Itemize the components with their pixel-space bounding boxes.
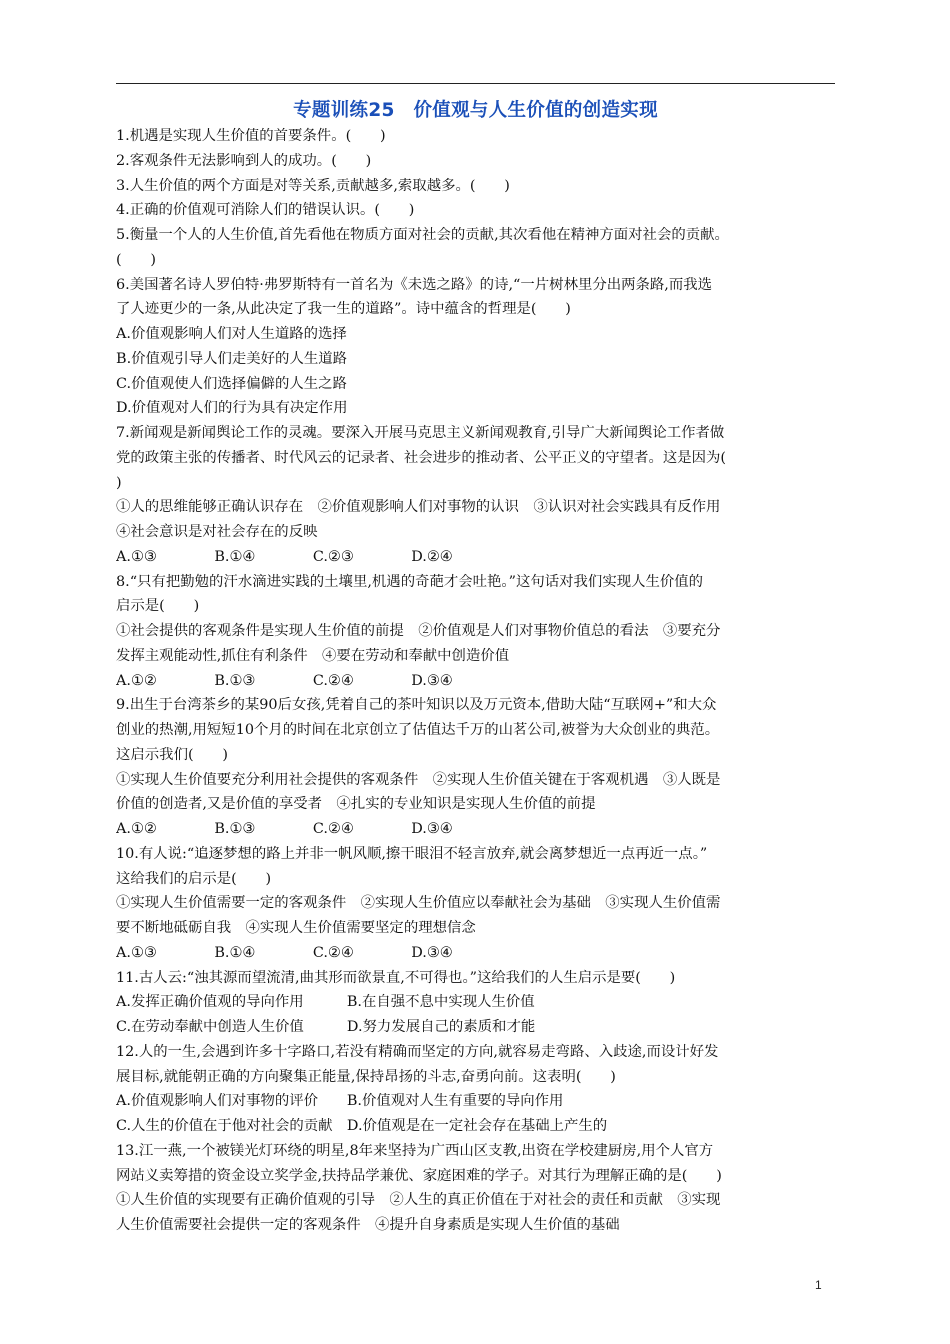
text-line: C.在劳动奉献中创造人生价值 D.努力发展自己的素质和才能 (116, 1019, 536, 1035)
text-line: 7.新闻观是新闻舆论工作的灵魂。要深入开展马克思主义新闻观教育,引导广大新闻舆论工作者做 (116, 425, 725, 441)
text-line: A.发挥正确价值观的导向作用 B.在自强不息中实现人生价值 (116, 994, 535, 1011)
text-line: 11.古人云:“浊其源而望流清,曲其形而欲景直,不可得也。”这给我们的人生启示是要( ) (116, 969, 676, 986)
header-rule (116, 83, 835, 84)
text-line: 网站义卖筹措的资金设立奖学金,扶持品学兼优、家庭困难的学子。对其行为理解正确的是( ) (116, 1167, 722, 1184)
text-line: 人生价值需要社会提供一定的客观条件 ④提升自身素质是实现人生价值的基础 (116, 1217, 620, 1233)
text-line: 2.客观条件无法影响到人的成功。( ) (116, 152, 372, 169)
text-line: 这启示我们( ) (116, 746, 228, 763)
page-number: 1 (815, 1278, 822, 1292)
text-line: ①人的思维能够正确认识存在 ②价值观影响人们对事物的认识 ③认识对社会实践具有反作用 (116, 499, 721, 516)
text-line: A.价值观影响人们对事物的评价 B.价值观对人生有重要的导向作用 (116, 1093, 564, 1110)
text-line: 发挥主观能动性,抓住有利条件 ④要在劳动和奉献中创造价值 (116, 647, 510, 664)
text-line: 8.“只有把勤勉的汗水滴进实践的土壤里,机遇的奇葩才会吐艳。”这句话对我们实现人生价值的 (116, 573, 704, 590)
page-title: 专题训练25 价值观与人生价值的创造实现 (293, 100, 658, 121)
text-line: 4.正确的价值观可消除人们的错误认识。( ) (116, 202, 415, 219)
text-line: ①人生价值的实现要有正确价值观的引导 ②人生的真正价值在于对社会的责任和贡献 ③实现 (116, 1192, 721, 1209)
text-line: A.价值观影响人们对人生道路的选择 (116, 326, 347, 342)
text-line: C.价值观使人们选择偏僻的人生之路 (116, 375, 347, 392)
text-line: ) (116, 474, 122, 491)
text-line: ①实现人生价值需要一定的客观条件 ②实现人生价值应以奉献社会为基础 ③实现人生价值需 (116, 895, 721, 912)
text-line: 12.人的一生,会遇到许多十字路口,若没有精确而坚定的方向,就容易走弯路、入歧途,而设计好发 (116, 1043, 719, 1060)
text-line: 13.江一燕,一个被镁光灯环绕的明星,8年来坚持为广西山区支教,出资在学校建厨房,用个人官方 (116, 1142, 714, 1159)
text-line: 了人迹更少的一条,从此决定了我一生的道路”。诗中蕴含的哲理是( ) (116, 301, 571, 318)
text-line: 6.美国著名诗人罗伯特·弗罗斯特有一首名为《未选之路》的诗,“一片树林里分出两条路,而我选 (116, 276, 713, 293)
text-line: 9.出生于台湾茶乡的某90后女孩,凭着自己的茶叶知识以及万元资本,借助大陆“互联网+”和大众 (116, 697, 717, 714)
text-line: B.价值观引导人们走美好的人生道路 (116, 350, 348, 367)
text-line: A.①② B.①③ C.②④ D.③④ (116, 672, 453, 689)
text-line: A.①③ B.①④ C.②③ D.②④ (116, 548, 453, 565)
text-line: A.①② B.①③ C.②④ D.③④ (116, 821, 453, 837)
text-line: 3.人生价值的两个方面是对等关系,贡献越多,索取越多。( ) (116, 177, 510, 194)
text-line: 1.机遇是实现人生价值的首要条件。( ) (116, 128, 386, 144)
text-line: 启示是( ) (116, 598, 200, 615)
text-line: 要不断地砥砺自我 ④实现人生价值需要坚定的理想信念 (116, 920, 476, 936)
text-line: 10.有人说:“追逐梦想的路上并非一帆风顺,擦干眼泪不轻言放弃,就会离梦想近一点再近一点。” (116, 845, 708, 862)
text-line: 党的政策主张的传播者、时代风云的记录者、社会进步的推动者、公平正义的守望者。这是因为( (116, 449, 727, 466)
text-line: ①社会提供的客观条件是实现人生价值的前提 ②价值观是人们对事物价值总的看法 ③要充分 (116, 623, 721, 639)
text-line: 创业的热潮,用短短10个月的时间在北京创立了估值达千万的山茗公司,被誉为大众创业的典范。 (116, 722, 720, 738)
text-line: ( ) (116, 251, 157, 268)
text-line: ①实现人生价值要充分利用社会提供的客观条件 ②实现人生价值关键在于客观机遇 ③人既是 (116, 771, 721, 788)
text-line: 展目标,就能朝正确的方向聚集正能量,保持昂扬的斗志,奋勇向前。这表明( ) (116, 1068, 616, 1085)
text-line: A.①③ B.①④ C.②④ D.③④ (116, 944, 453, 961)
text-line: C.人生的价值在于他对社会的贡献 D.价值观是在一定社会存在基础上产生的 (116, 1118, 608, 1134)
text-line: 价值的创造者,又是价值的享受者 ④扎实的专业知识是实现人生价值的前提 (116, 796, 596, 813)
text-line: 这给我们的启示是( ) (116, 870, 272, 887)
question-list (116, 124, 835, 1238)
text-line: D.价值观对人们的行为具有决定作用 (116, 400, 348, 417)
text-line: ④社会意识是对社会存在的反映 (116, 524, 318, 540)
text-line: 5.衡量一个人的人生价值,首先看他在物质方面对社会的贡献,其次看他在精神方面对社会的贡献。 (116, 227, 729, 243)
